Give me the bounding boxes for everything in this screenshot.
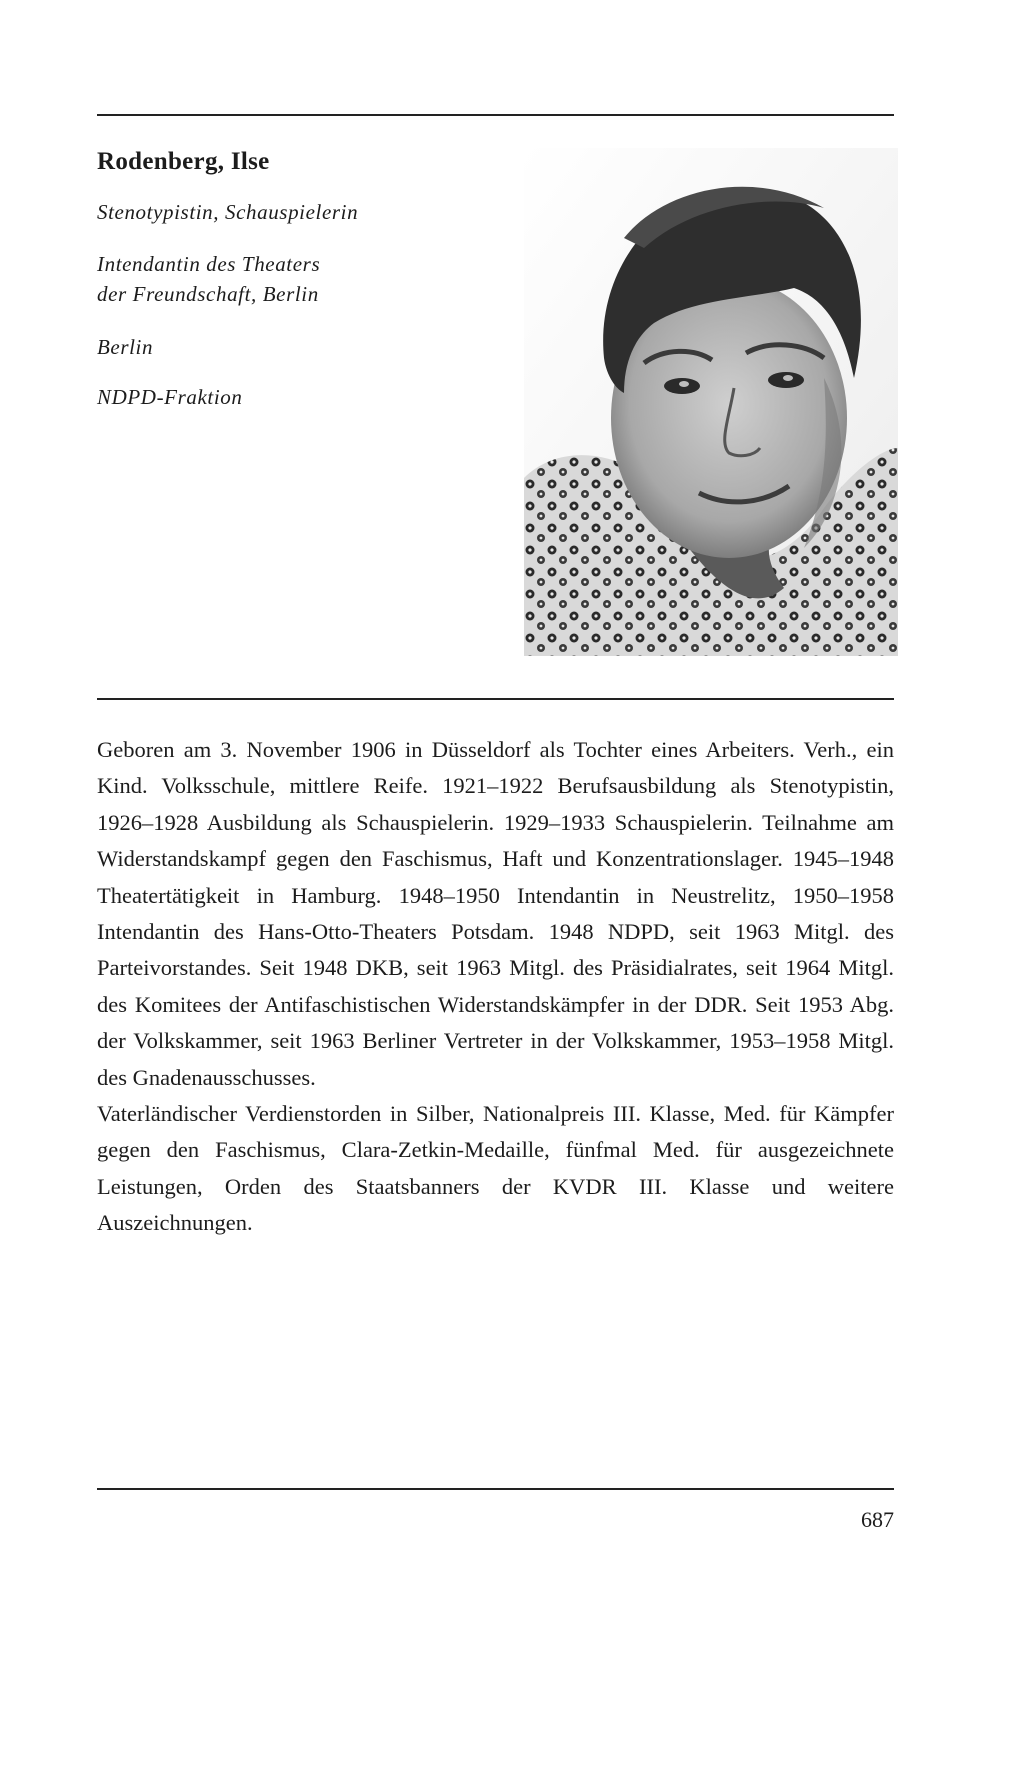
page-number: 687	[861, 1507, 894, 1532]
biography-text	[97, 732, 894, 1242]
position-line-1: Intendantin des Theaters	[97, 252, 321, 276]
portrait-photo	[524, 148, 898, 656]
constituency: Berlin	[97, 335, 154, 359]
middle-rule	[97, 698, 894, 700]
awards-paragraph: Vaterländischer Verdienstorden in Silber, Nationalpreis III. Klasse, Med. für Kämpfer gegen den Faschismus, Clara-Zetkin-Medaille, fünfmal Med. für ausgezeichnete Leistungen, Orden des Staatsbanners der KVDR III. Klasse und weitere Auszeichnungen.	[97, 1101, 894, 1236]
top-rule	[97, 114, 894, 116]
occupation: Stenotypistin, Schauspielerin	[97, 200, 359, 224]
position-line-2: der Freundschaft, Berlin	[97, 282, 319, 306]
entry-name: Rodenberg, Ilse	[97, 148, 270, 175]
biography-paragraph: Geboren am 3. November 1906 in Düsseldorf als Tochter eines Arbeiters. Verh., ein Kind. Volksschule, mittlere Reife. 1921–1922 Berufsausbildung als Stenotypistin, 1926–1928 Ausbildung als Schauspielerin. 1929–1933 Schauspielerin. Teilnahme am Widerstandskampf gegen den Faschismus, Haft und Konzentrationslager. 1945–1948 Theatertätigkeit in Hamburg. 1948–1950 Intendantin in Neustrelitz, 1950–1958 Intendantin des Hans-Otto-Theaters Potsdam. 1948 NDPD, seit 1963 Mitgl. des Parteivorstandes. Seit 1948 DKB, seit 1963 Mitgl. des Präsidialrates, seit 1964 Mitgl. des Komitees der Antifaschistischen Widerstandskämpfer in der DDR. Seit 1953 Abg. der Volkskammer, seit 1963 Berliner Vertreter in der Volkskammer, 1953–1958 Mitgl. des Gnadenausschusses.	[97, 737, 894, 1090]
parliamentary-group: NDPD-Fraktion	[97, 385, 243, 409]
bottom-rule	[97, 1488, 894, 1490]
